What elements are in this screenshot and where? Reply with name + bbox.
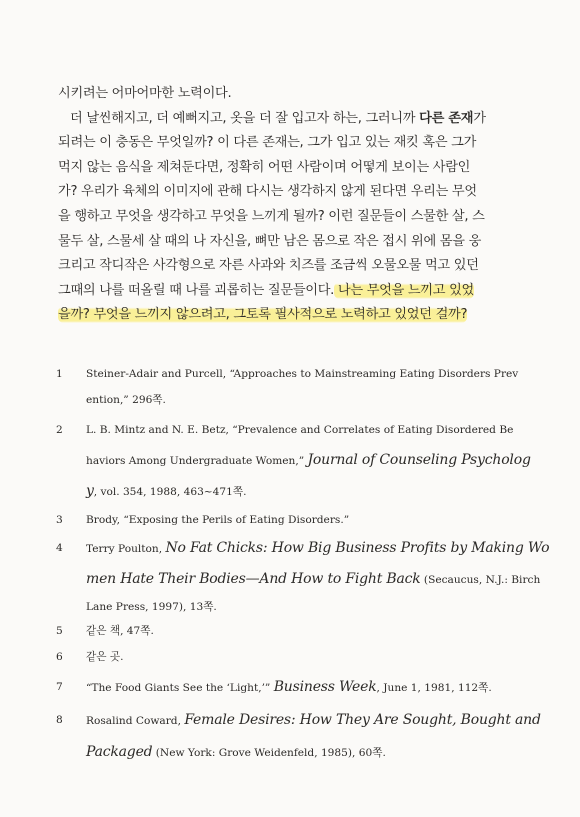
footnote-line (86, 564, 541, 595)
footnote-item (56, 361, 526, 413)
footnote-line (86, 476, 526, 507)
footnote-text: , June 1, 1981, 112쪽. (376, 682, 492, 694)
footnote-line (86, 643, 526, 671)
footnote-text: (New York: Grove Weidenfeld, 1985), 60쪽. (152, 747, 386, 759)
footnote-line (86, 619, 526, 643)
footnote-text: haviors Among Undergraduate Women,” (86, 455, 308, 467)
footnote-text: Lane Press, 1997), 13쪽. (86, 601, 217, 613)
body-line: 을 행하고 무엇을 생각하고 무엇을 느끼게 될까? 이런 질문들이 스물한 살, 스 (58, 208, 485, 224)
footnote-number: 1 (56, 368, 63, 380)
footnote-line (86, 533, 550, 564)
italic-title: Female Desires: How They Are Sought, Bought and (184, 712, 541, 728)
footnotes-list (56, 361, 550, 768)
italic-title: men Hate Their Bodies—And How to Fight Back (86, 571, 421, 587)
footnote-item (56, 415, 531, 507)
footnote-item (56, 704, 541, 768)
bold-term: 다른 존재 (419, 110, 474, 126)
body-line: 크리고 작디작은 사각형으로 자른 사과와 치즈를 조금씩 오물오물 먹고 있던 (58, 258, 479, 274)
footnote-line (86, 415, 526, 445)
italic-title: Business Week (273, 679, 377, 695)
italic-title: Packaged (86, 744, 153, 760)
italic-title: No Fat Chicks: How Big Business Profits by Making Wo (165, 540, 550, 556)
footnote-item (56, 619, 526, 643)
body-line: 그때의 나를 떠올릴 때 나를 괴롭히는 질문들이다. 나는 무엇을 느끼고 있었 (58, 282, 474, 298)
footnote-number: 6 (56, 651, 63, 663)
footnote-line (86, 595, 526, 619)
footnote-number: 8 (56, 714, 63, 726)
footnote-text: , vol. 354, 1988, 463~471쪽. (93, 486, 247, 498)
highlighted-text: 나는 무엇을 느끼고 있었 (334, 282, 474, 298)
footnote-line (86, 387, 526, 413)
footnote-text: L. B. Mintz and N. E. Betz, “Prevalence and Correlates of Eating Disordered Be (86, 424, 514, 436)
italic-title: y (86, 483, 94, 499)
footnote-text: Terry Poulton, (86, 543, 166, 555)
footnote-line (86, 507, 526, 533)
body-line: 가? 우리가 육체의 이미지에 관해 다시는 생각하지 않게 된다면 우리는 무엇 (58, 184, 477, 200)
footnote-line (86, 361, 526, 387)
body-line: 먹지 않는 음식을 제쳐둔다면, 정확히 어떤 사람이며 어떻게 보이는 사람인 (58, 159, 471, 175)
italic-title: Journal of Counseling Psycholog (307, 452, 531, 468)
footnote-item (56, 671, 526, 704)
footnote-text: “The Food Giants See the ‘Light,’” (86, 682, 274, 694)
footnote-line (86, 671, 526, 704)
body-line (58, 303, 524, 328)
footnote-item (56, 533, 550, 619)
footnote-text: Rosalind Coward, (86, 715, 185, 727)
footnote-text: 같은 곳. (86, 651, 124, 663)
body-paragraph (58, 82, 524, 328)
body-line: 물두 살, 스물세 살 때의 나 자신을, 뼈만 남은 몸으로 작은 접시 위에 몸을 웅 (58, 233, 482, 249)
footnote-text: 같은 책, 47쪽. (86, 625, 154, 637)
footnote-item (56, 643, 526, 671)
footnote-number: 4 (56, 542, 63, 554)
footnote-number: 7 (56, 681, 63, 693)
body-line: 되려는 이 충동은 무엇일까? 이 다른 존재는, 그가 입고 있는 재킷 혹은 그가 (58, 135, 477, 151)
footnote-text: (Secaucus, N.J.: Birch (420, 574, 541, 586)
footnote-line (86, 445, 531, 476)
footnote-line (86, 704, 541, 737)
footnote-line (86, 737, 526, 768)
body-line: 시키려는 어마어마한 노력이다. (58, 86, 232, 101)
footnote-number: 5 (56, 625, 63, 637)
footnote-text: Brody, “Exposing the Perils of Eating Disorders.” (86, 514, 350, 526)
footnote-item (56, 507, 526, 533)
footnote-number: 3 (56, 514, 63, 526)
footnote-text: ention,” 296쪽. (86, 394, 166, 406)
footnote-number: 2 (56, 424, 63, 436)
body-line: 더 날씬해지고, 더 예뻐지고, 옷을 더 잘 입고자 하는, 그러니까 다른 존재가 (70, 110, 486, 126)
highlighted-text: 을까? 무엇을 느끼지 않으려고, 그토록 필사적으로 노력하고 있었던 걸까? (58, 307, 468, 323)
footnote-text: Steiner-Adair and Purcell, “Approaches to Mainstreaming Eating Disorders Prev (86, 368, 519, 380)
